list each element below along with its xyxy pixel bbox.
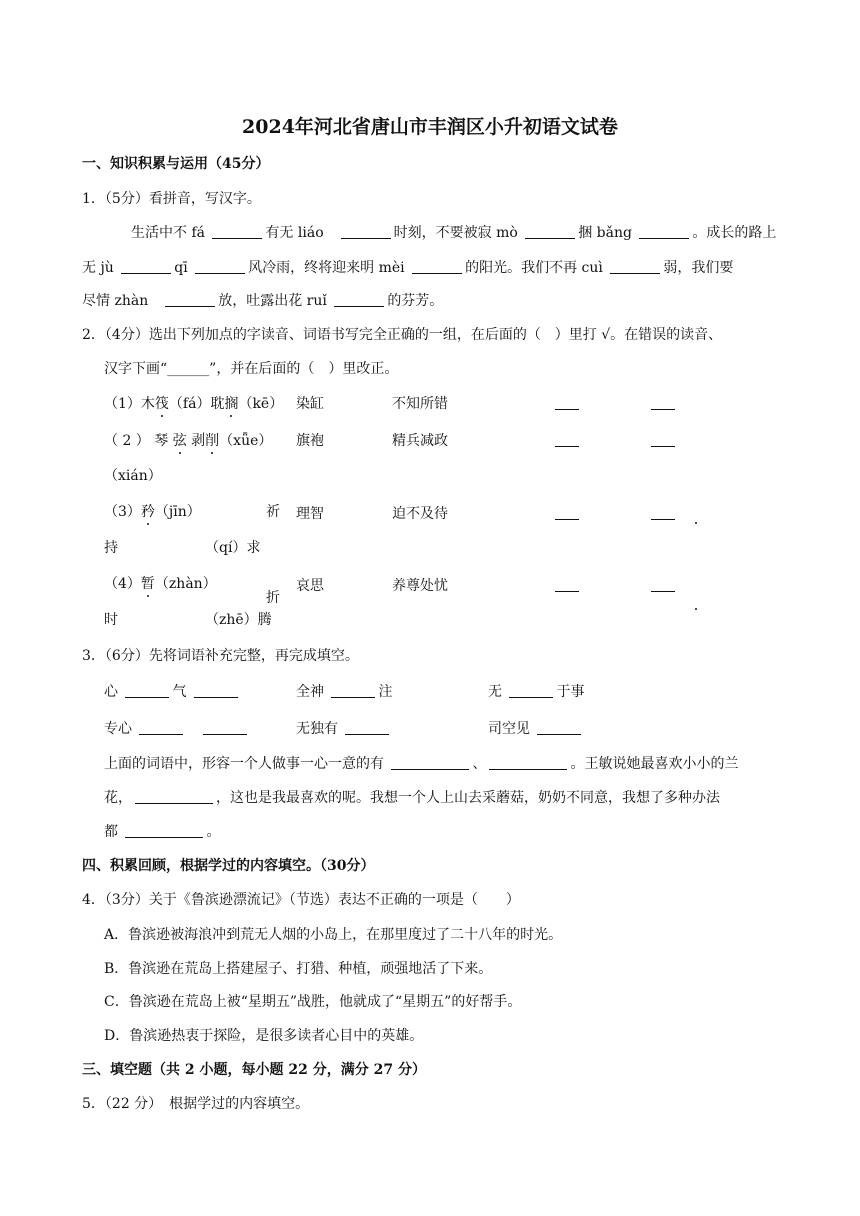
question-3-paragraph-1: 上面的词语中，形容一个人做事一心一意的有 、 。王敏说她最喜欢小小的兰: [104, 756, 739, 772]
question-5-stem: 5．（22 分） 根据学过的内容填空。: [82, 1096, 310, 1112]
option-row-4-word-1: 哀思: [296, 578, 324, 594]
answer-correction-blank[interactable]: [651, 591, 675, 592]
idiom-4: 专心: [104, 722, 250, 736]
answer-correction-blank[interactable]: [651, 409, 675, 410]
question-2-stem-1: 2．（4分）选出下列加点的字读音、词语书写完全正确的一组，在后面的（ ）里打 √。在错误的读音、: [82, 327, 723, 343]
idiom-3: 无 于事: [488, 684, 585, 700]
answer-mark-blank[interactable]: [555, 409, 579, 410]
answer-blank[interactable]: [391, 757, 469, 770]
answer-mark-blank[interactable]: [555, 446, 579, 447]
section-heading: 一、知识积累与运用（45分）: [82, 156, 270, 172]
answer-mark-blank[interactable]: [555, 519, 579, 520]
option-row-2-word-1: 旗袍: [296, 433, 324, 449]
question-3-paragraph-2: 花， ，这也是我最喜欢的呢。我想一个人上山去采蘑菇，奶奶不同意，我想了多种办法: [104, 790, 720, 806]
answer-blank[interactable]: [212, 226, 262, 239]
answer-blank[interactable]: [345, 722, 389, 735]
idiom-1: 心 气: [104, 685, 241, 699]
idiom-2: 全神 注: [296, 684, 393, 700]
answer-blank[interactable]: [537, 722, 581, 735]
option-row-3-cont-1: 持: [104, 540, 118, 556]
option-row-4-char: 折: [266, 591, 860, 605]
option-row-3-word-1: 理智: [296, 506, 324, 522]
section-heading: 三、填空题（共 2 小题，每小题 22 分，满分 27 分）: [82, 1062, 426, 1078]
option-a[interactable]: A．鲁滨逊被海浪冲到荒无人烟的小岛上，在那里度过了二十八年的时光。: [104, 927, 563, 943]
page-title: 2024年河北省唐山市丰润区小升初语文试卷: [242, 116, 618, 138]
option-row-1-label: （1）木筏（fá）耽搁（kē）: [104, 396, 284, 412]
answer-blank[interactable]: [489, 757, 567, 770]
option-row-3-word-2: 迫不及待: [392, 506, 448, 522]
question-4-stem: 4．（3分）关于《鲁滨逊漂流记》（节选）表达不正确的一项是（ ）: [82, 892, 520, 908]
option-row-1-word-1: 染缸: [296, 396, 324, 412]
answer-correction-blank[interactable]: [651, 446, 675, 447]
answer-blank[interactable]: [412, 261, 462, 274]
option-row-4-label: （4）暂（zhàn）: [104, 576, 217, 592]
question-1-stem: 1．（5分）看拼音，写汉字。: [82, 191, 261, 207]
answer-mark-blank[interactable]: [555, 591, 579, 592]
answer-blank[interactable]: [639, 226, 689, 239]
answer-blank[interactable]: [121, 261, 171, 274]
answer-blank[interactable]: [139, 722, 183, 735]
question-3-paragraph-3: 都 。: [104, 824, 221, 840]
option-row-1-word-2: 不知所错: [392, 396, 448, 412]
option-row-2-label: （ 2 ） 琴 弦 剥削（xǖe）: [104, 433, 273, 449]
idiom-5: 无独有: [296, 722, 392, 736]
answer-blank[interactable]: [341, 226, 391, 239]
option-row-4-word-2: 养尊处忧: [392, 578, 448, 594]
option-d[interactable]: D．鲁滨逊热衷于探险，是很多读者心目中的英雄。: [104, 1028, 424, 1044]
answer-blank[interactable]: [525, 226, 575, 239]
answer-correction-blank[interactable]: [651, 519, 675, 520]
section-heading: 四、积累回顾，根据学过的内容填空。（30分）: [82, 858, 375, 874]
answer-blank[interactable]: [610, 261, 660, 274]
answer-blank[interactable]: [331, 685, 375, 698]
question-2-stem-2: 汉字下画“______”，并在后面的（ ）里改正。: [104, 361, 399, 377]
option-c[interactable]: C．鲁滨逊在荒岛上被“星期五”战胜，他就成了“星期五”的好帮手。: [104, 994, 522, 1010]
answer-blank[interactable]: [509, 685, 553, 698]
question-3-stem: 3．（6分）先将词语补充完整，再完成填空。: [82, 648, 359, 664]
answer-blank[interactable]: [203, 722, 247, 735]
question-1-line-3: 尽情 zhàn 放，吐露出花 ruǐ 的芬芳。: [82, 293, 444, 309]
answer-blank[interactable]: [135, 791, 213, 804]
option-row-4-cont-2: （zhē）腾: [205, 612, 272, 628]
answer-blank[interactable]: [125, 825, 203, 838]
option-row-4-cont-1: 时: [104, 612, 118, 628]
question-1-line-1: 生活中不 fá 有无 liáo 时刻，不要被寂 mò 捆 bǎng 。成长的路上: [131, 225, 777, 241]
option-b[interactable]: B．鲁滨逊在荒岛上搭建屋子、打猎、种植，顽强地活了下来。: [104, 961, 493, 977]
answer-blank[interactable]: [194, 685, 238, 698]
option-row-2-word-2: 精兵减政: [392, 433, 448, 449]
option-row-3-label: （3）矜（jīn）: [104, 504, 201, 520]
option-row-3-cont-2: （qí）求: [205, 540, 261, 556]
idiom-6: 司空见: [488, 722, 584, 736]
option-row-2-pinyin: （xián）: [104, 468, 162, 484]
option-row-3-char: 祈: [266, 505, 860, 519]
answer-blank[interactable]: [334, 294, 384, 307]
answer-blank[interactable]: [125, 685, 169, 698]
answer-blank[interactable]: [165, 294, 215, 307]
question-1-line-2: 无 jù qī 风冷雨，终将迎来明 mèi 的阳光。我们不再 cuì 弱，我们要: [82, 260, 734, 276]
answer-blank[interactable]: [195, 261, 245, 274]
